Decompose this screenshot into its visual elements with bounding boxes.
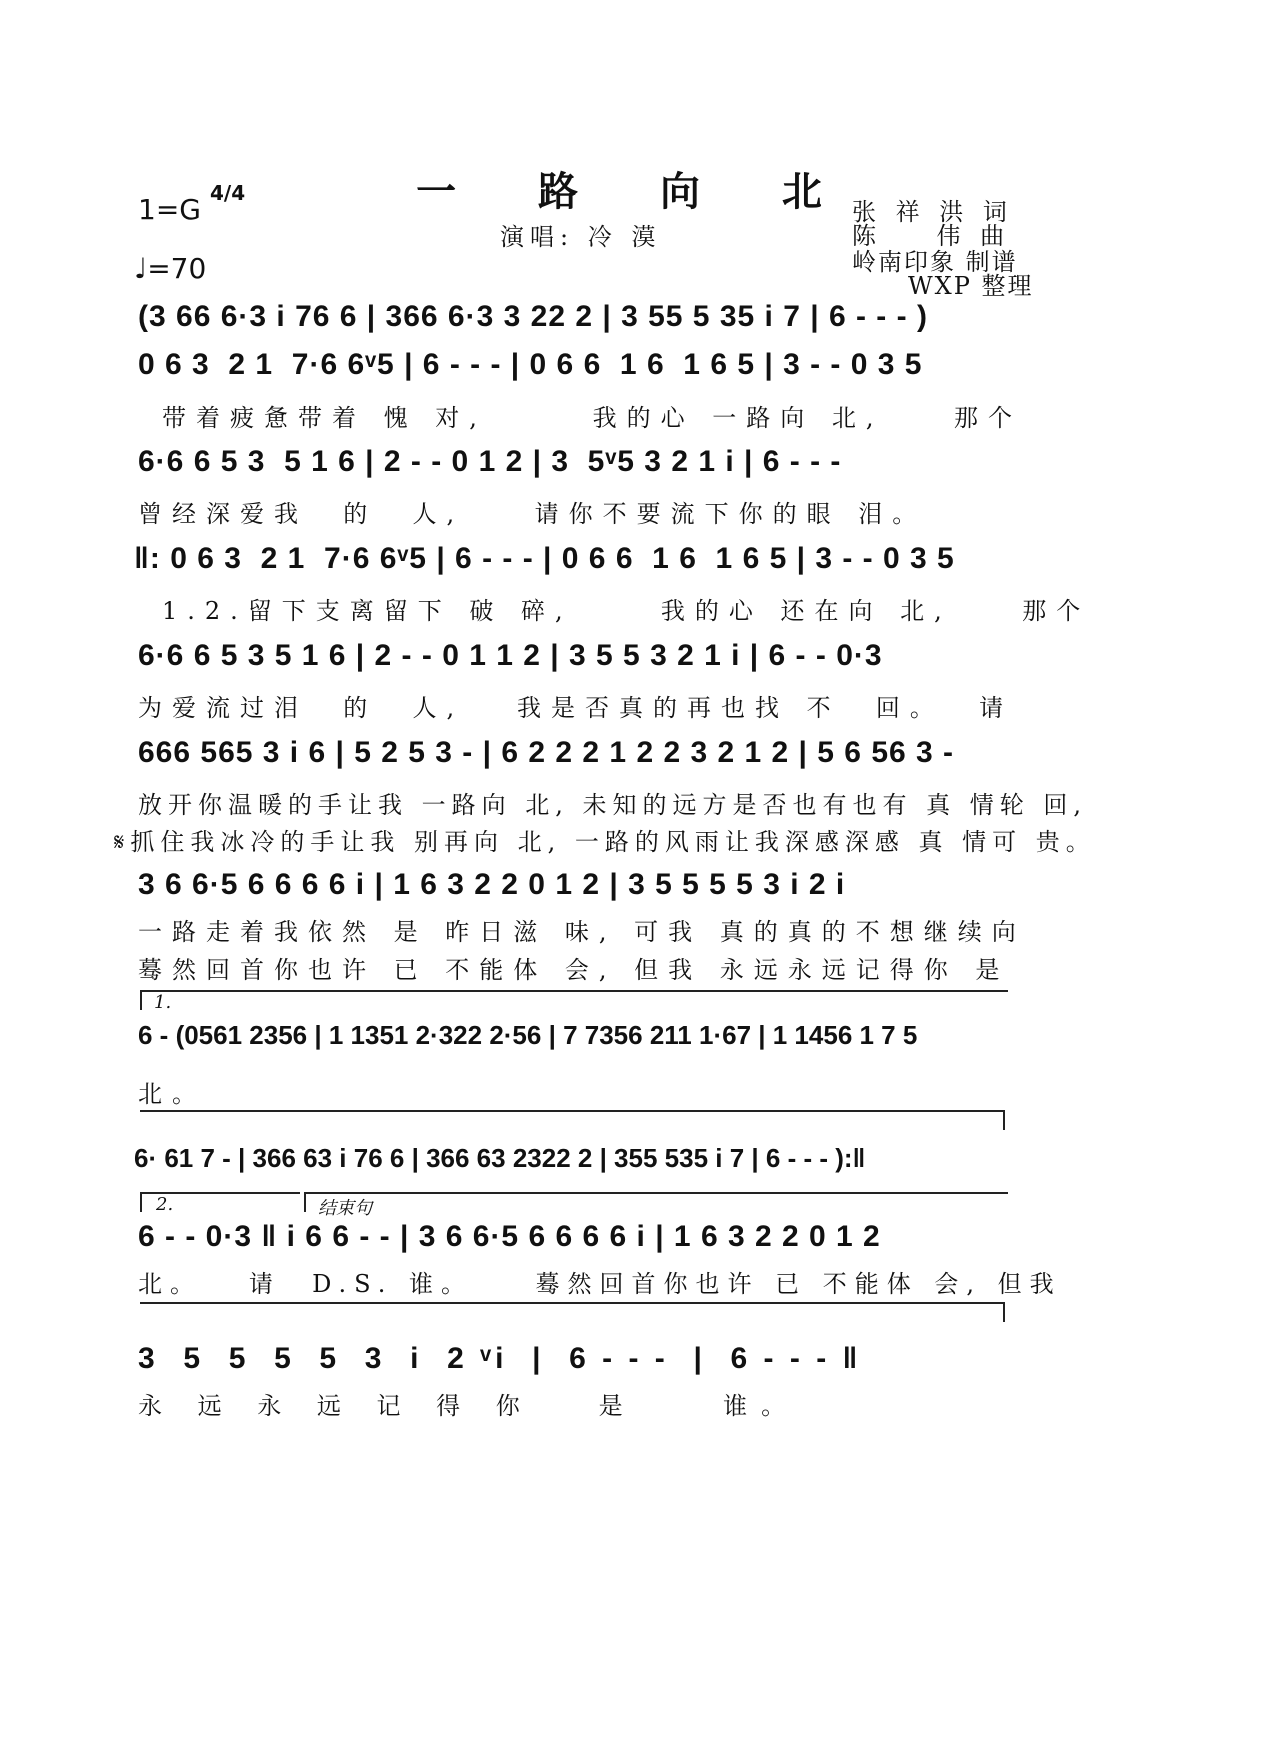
coda-bracket <box>304 1192 1008 1194</box>
volta-label: 1. <box>154 992 172 1013</box>
credit-composer: 陈 伟 曲 <box>852 222 1011 250</box>
time-signature: 4/4 <box>210 181 246 205</box>
notation-row: 0 6 3 2 1 7·6 6ᵛ5 | 6 - - - | 0 6 6 1 6 1 6 5 | 3 - - 0 3 5 <box>138 348 923 381</box>
bracket-edge <box>1003 1302 1005 1322</box>
volta-bracket-edge <box>140 990 142 1010</box>
volta-bracket-edge <box>1003 1110 1005 1130</box>
notation-row: ‖: 0 6 3 2 1 7·6 6ᵛ5 | 6 - - - | 0 6 6 1 6 1 6 5 | 3 - - 0 3 5 <box>134 542 955 575</box>
lyric-line: 北。 请 D.S. 谁。 蓦然回首你也许 已 不能体 会, 但我 <box>138 1270 1062 1298</box>
notation-row: 6 - - 0·3 ‖ i 6 6 - - | 3 6 6·5 6 6 6 6 i | 1 6 3 2 2 0 1 2 <box>138 1220 881 1253</box>
lyric-line-2: 𝄋抓住我冰冷的手让我 别再向 北, 一路的风雨让我深感深感 真 情可 贵。 <box>114 828 1096 856</box>
notation-row: 6· 61 7 - | 366 63 i 76 6 | 366 63 2322 2 | 355 535 i 7 | 6 - - - ):‖ <box>134 1143 866 1173</box>
volta-label: 2. <box>156 1194 174 1215</box>
tempo-marking: ♩=70 <box>134 252 207 285</box>
notation-row: 6·6 6 5 3 5 1 6 | 2 - - 0 1 2 | 3 5ᵛ5 3 2 1 i | 6 - - - <box>138 445 842 478</box>
credit-editor: WXP 整理 <box>908 272 1034 300</box>
volta-bracket-edge <box>140 1192 142 1212</box>
volta-bracket-end <box>140 1110 1005 1112</box>
credit-lyricist: 张 祥 洪 词 <box>852 198 1013 226</box>
lyric-line-2: 蓦然回首你也许 已 不能体 会, 但我 永远永远记得你 是 <box>138 956 1010 984</box>
lyric-line: 曾经深爱我 的 人, 请你不要流下你的眼 泪。 <box>138 500 927 528</box>
notation-row: (3 66 6·3 i 76 6 | 366 6·3 3 22 2 | 3 55 5 35 i 7 | 6 - - - ) <box>138 300 928 333</box>
notation-row: 3 5 5 5 5 3 i 2 ᵛi | 6 - - - | 6 - - - ‖ <box>138 1342 862 1375</box>
volta-bracket <box>140 990 1008 992</box>
coda-bracket-edge <box>304 1192 306 1212</box>
key-signature: 1=G <box>138 193 201 226</box>
lyric-line: 永 远 永 远 记 得 你 是 谁。 <box>138 1392 800 1420</box>
lyric-line: 北。 <box>138 1080 206 1108</box>
performer: 演唱: 冷 漠 <box>500 223 662 251</box>
notation-row: 6 - (0561 2356 | 1 1351 2·322 2·56 | 7 7356 211 1·67 | 1 1456 1 7 5 <box>138 1020 918 1050</box>
notation-row: 6·6 6 5 3 5 1 6 | 2 - - 0 1 1 2 | 3 5 5 3 2 1 i | 6 - - 0·3 <box>138 639 883 672</box>
notation-row: 3 6 6·5 6 6 6 6 i | 1 6 3 2 2 0 1 2 | 3 5 5 5 5 3 i 2 i <box>138 868 846 901</box>
lyric-line: 1.2.留下支离留下 破 碎, 我的心 还在向 北, 那个 <box>162 597 1091 625</box>
lyric-line: 带着疲惫带着 愧 对, 我的心 一路向 北, 那个 <box>162 404 1023 432</box>
song-title: 一 路 向 北 <box>416 168 856 215</box>
coda-label: 结束句 <box>318 1198 372 1219</box>
lyric-line: 一路走着我依然 是 昨日滋 味, 可我 真的真的不想继续向 <box>138 918 1026 946</box>
credit-transcriber: 岭南印象 制谱 <box>852 248 1018 276</box>
lyric-line: 放开你温暖的手让我 一路向 北, 未知的远方是否也有也有 真 情轮 回, <box>138 791 1088 819</box>
notation-row: 666 565 3 i 6 | 5 2 5 3 - | 6 2 2 2 1 2 2 3 2 1 2 | 5 6 56 3 - <box>138 736 955 769</box>
lyric-line: 为爱流过泪 的 人, 我是否真的再也找 不 回。 请 <box>138 694 1014 722</box>
bracket-line <box>140 1302 1005 1304</box>
